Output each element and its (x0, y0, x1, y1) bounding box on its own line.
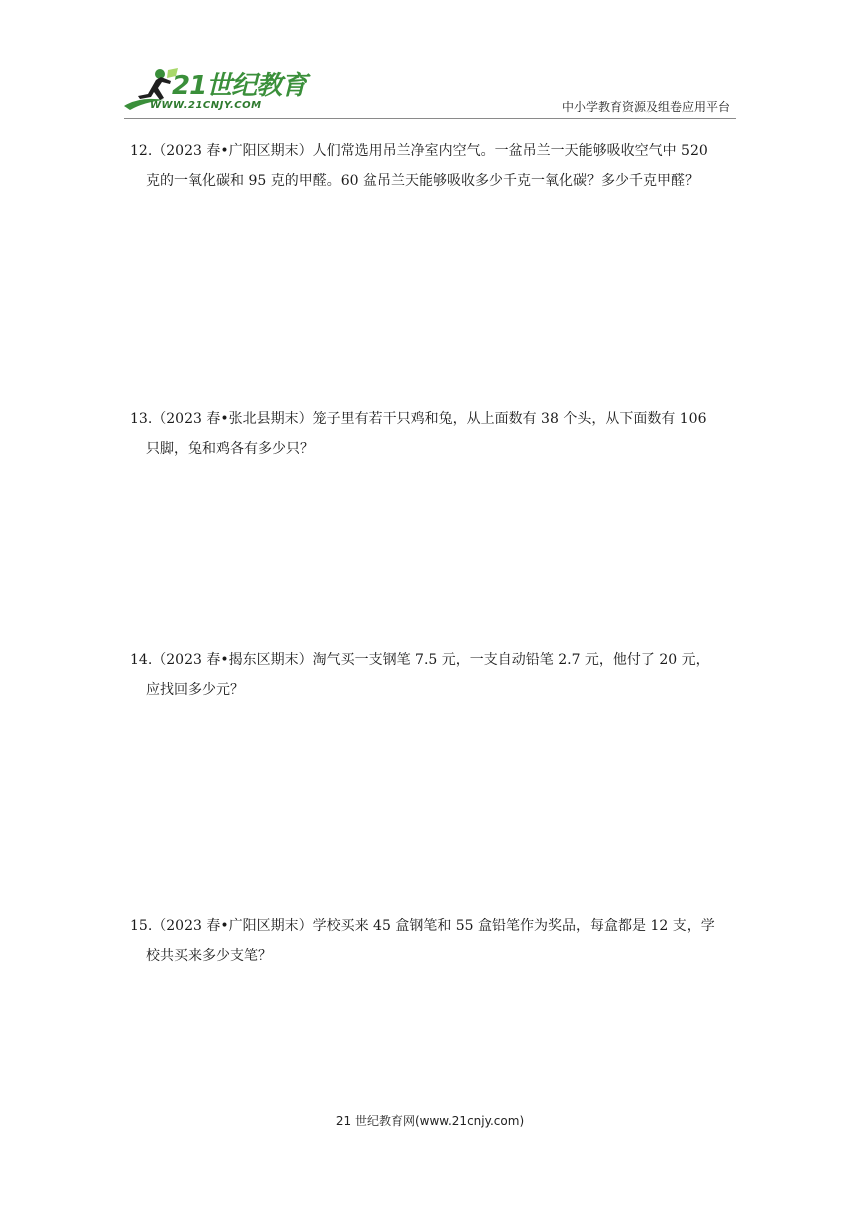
page-header (0, 0, 860, 122)
page-footer: 21 世纪教育网(www.21cnjy.com) (335, 1114, 525, 1128)
question-text-line: 13.（2023 春•张北县期末）笼子里有若干只鸡和兔，从上面数有 38 个头，从下面数有 106 (130, 411, 707, 427)
question-14 (130, 645, 736, 705)
header-divider (124, 118, 736, 119)
question-12 (130, 136, 736, 196)
question-text-line: 12.（2023 春•广阳区期末）人们常选用吊兰净室内空气。一盆吊兰一天能够吸收空气中 520 (130, 143, 708, 159)
question-text-line: 克的一氧化碳和 95 克的甲醛。60 盆吊兰天能够吸收多少千克一氧化碳？多少千克甲醛？ (146, 173, 699, 189)
question-text-line: 15.（2023 春•广阳区期末）学校买来 45 盒钢笔和 55 盒铅笔作为奖品，每盒都是 12 支，学 (130, 918, 715, 934)
platform-name: 中小学教育资源及组卷应用平台 (561, 100, 730, 114)
site-logo (120, 66, 307, 116)
logo-url-text: WWW.21CNJY.COM (150, 100, 262, 111)
question-text-line: 校共买来多少支笔？ (146, 948, 272, 964)
logo-wordmark: 21世纪教育 (172, 71, 307, 101)
question-text-line: 应找回多少元？ (146, 682, 244, 698)
question-13 (130, 404, 736, 464)
question-15 (130, 911, 736, 971)
question-text-line: 只脚，兔和鸡各有多少只？ (146, 441, 314, 457)
question-text-line: 14.（2023 春•揭东区期末）淘气买一支钢笔 7.5 元，一支自动铅笔 2.7 元，他付了 20 元， (130, 652, 710, 668)
